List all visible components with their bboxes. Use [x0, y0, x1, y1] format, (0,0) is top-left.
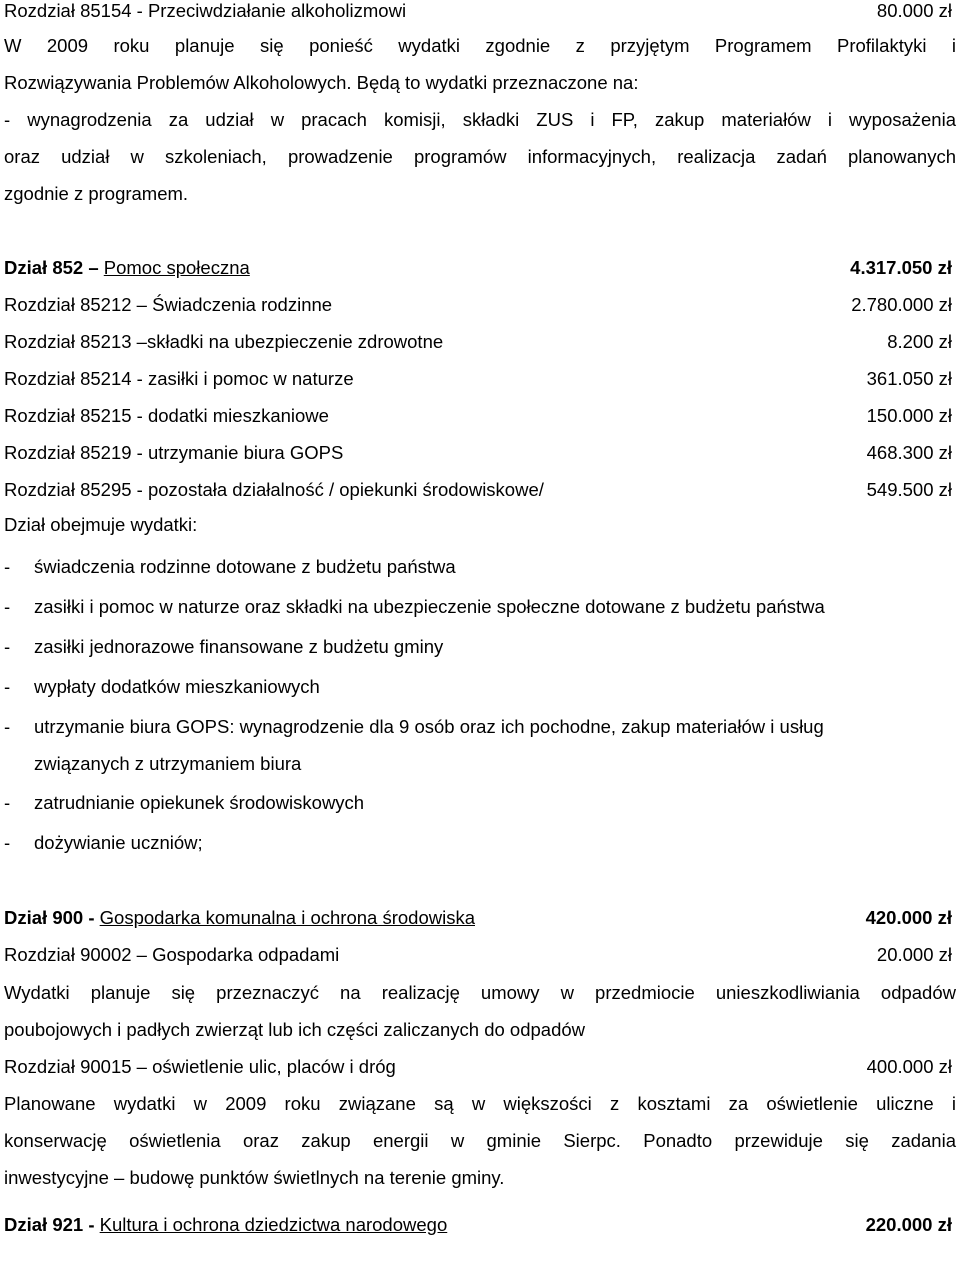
- list-dash: -: [4, 832, 11, 853]
- section-900-prefix: Dział 900 -: [4, 907, 100, 928]
- chapter-label: Rozdział 85213 –składki na ubezpieczenie zdrowotne: [4, 331, 444, 352]
- list-dash: -: [4, 792, 11, 813]
- chapter-row: [4, 366, 956, 392]
- list-item-continuation: związanych z utrzymaniem biura: [34, 753, 302, 774]
- section-852-prefix: Dział 852 –: [4, 257, 104, 278]
- section-852-name: Pomoc społeczna: [103, 257, 250, 278]
- chapter-label: Rozdział 90002 – Gospodarka odpadami: [4, 944, 340, 965]
- paragraph-line: - wynagrodzenia za udział w pracach komisji, składki ZUS i FP, zakup materiałów i wyposażenia: [4, 109, 956, 130]
- chapter-row: [4, 942, 956, 968]
- chapter-row: [4, 403, 956, 429]
- chapter-label: Rozdział 85219 - utrzymanie biura GOPS: [4, 442, 344, 463]
- section-852-intro: Dział obejmuje wydatki:: [4, 514, 198, 535]
- section-900-heading: [4, 905, 956, 931]
- chapter-amount: 2.780.000 zł: [851, 294, 952, 315]
- chapter-85154-row: [4, 0, 956, 24]
- chapter-amount: 361.050 zł: [866, 368, 952, 389]
- paragraph-line: W 2009 roku planuje się ponieść wydatki zgodnie z przyjętym Programem Profilaktyki i: [4, 35, 956, 56]
- list-item: [4, 634, 956, 660]
- section-921-prefix: Dział 921 -: [4, 1214, 100, 1235]
- list-item: [4, 674, 956, 700]
- chapter-label: Rozdział 85295 - pozostała działalność / opiekunki środowiskowe/: [4, 479, 544, 500]
- paragraph-line: Wydatki planuje się przeznaczyć na realizację umowy w przedmiocie unieszkodliwiania odpadów: [4, 982, 956, 1003]
- paragraph-line: konserwację oświetlenia oraz zakup energii w gminie Sierpc. Ponadto przewiduje się zadania: [4, 1130, 956, 1151]
- list-item-text: wypłaty dodatków mieszkaniowych: [34, 676, 320, 697]
- list-dash: -: [4, 716, 11, 737]
- section-900-name: Gospodarka komunalna i ochrona środowiska: [99, 907, 475, 928]
- paragraph-line: inwestycyjne – budowę punktów świetlnych na terenie gminy.: [4, 1167, 505, 1188]
- chapter-row: [4, 1054, 956, 1080]
- chapter-amount: 468.300 zł: [866, 442, 952, 463]
- list-item: [4, 714, 956, 740]
- section-921-heading: [4, 1212, 956, 1238]
- chapter-row: [4, 440, 956, 466]
- paragraph-line: Planowane wydatki w 2009 roku związane są w większości z kosztami za oświetlenie uliczne i: [4, 1093, 956, 1114]
- list-item: [4, 554, 956, 580]
- list-dash: -: [4, 636, 11, 657]
- list-dash: -: [4, 676, 11, 697]
- section-900-amount: 420.000 zł: [865, 907, 952, 928]
- paragraph-line: Rozwiązywania Problemów Alkoholowych. Będą to wydatki przeznaczone na:: [4, 72, 639, 93]
- chapter-label: Rozdział 85215 - dodatki mieszkaniowe: [4, 405, 329, 426]
- chapter-85154-title: Rozdział 85154 - Przeciwdziałanie alkoholizmowi: [4, 0, 407, 21]
- list-dash: -: [4, 596, 11, 617]
- list-item-text: dożywianie uczniów;: [34, 832, 203, 853]
- paragraph-line: poubojowych i padłych zwierząt lub ich części zaliczanych do odpadów: [4, 1019, 586, 1040]
- chapter-amount: 8.200 zł: [887, 331, 952, 352]
- chapter-85154-amount: 80.000 zł: [876, 0, 952, 21]
- chapter-amount: 549.500 zł: [866, 479, 952, 500]
- list-item-text: zatrudnianie opiekunek środowiskowych: [34, 792, 365, 813]
- chapter-label: Rozdział 85214 - zasiłki i pomoc w naturze: [4, 368, 354, 389]
- chapter-label: Rozdział 85212 – Świadczenia rodzinne: [4, 294, 333, 315]
- chapter-amount: 150.000 zł: [866, 405, 952, 426]
- chapter-row: [4, 329, 956, 355]
- section-921-name: Kultura i ochrona dziedzictwa narodowego: [99, 1214, 448, 1235]
- paragraph-line: zgodnie z programem.: [4, 183, 189, 204]
- chapter-row: [4, 477, 956, 503]
- list-item-text: świadczenia rodzinne dotowane z budżetu państwa: [34, 556, 456, 577]
- section-921-amount: 220.000 zł: [865, 1214, 952, 1235]
- list-item-text: utrzymanie biura GOPS: wynagrodzenie dla 9 osób oraz ich pochodne, zakup materiałów i usług: [34, 716, 824, 737]
- list-item-text: zasiłki jednorazowe finansowane z budżetu gminy: [34, 636, 444, 657]
- paragraph-line: oraz udział w szkoleniach, prowadzenie programów informacyjnych, realizacja zadań planowanych: [4, 146, 956, 167]
- chapter-label: Rozdział 90015 – oświetlenie ulic, placów i dróg: [4, 1056, 396, 1077]
- list-item: [4, 830, 956, 856]
- chapter-row: [4, 292, 956, 318]
- section-852-heading: [4, 255, 956, 281]
- list-dash: -: [4, 556, 11, 577]
- chapter-amount: 20.000 zł: [876, 944, 952, 965]
- section-852-amount: 4.317.050 zł: [850, 257, 952, 278]
- list-item: [4, 594, 956, 620]
- list-item: [4, 790, 956, 816]
- list-item-text: zasiłki i pomoc w naturze oraz składki na ubezpieczenie społeczne dotowane z budżetu państwa: [34, 596, 825, 617]
- chapter-amount: 400.000 zł: [866, 1056, 952, 1077]
